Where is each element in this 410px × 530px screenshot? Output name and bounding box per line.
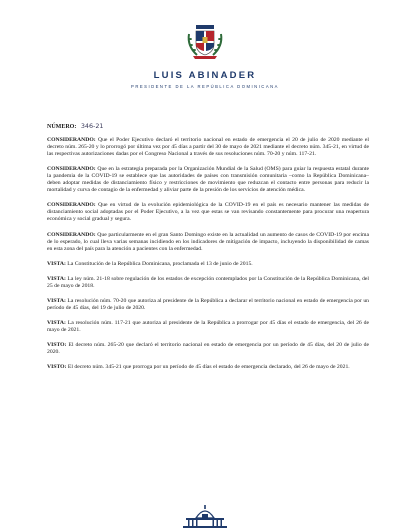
paragraph-keyword: VISTA: [47, 275, 66, 282]
paragraph-keyword: VISTA: [47, 319, 66, 326]
coat-of-arms-icon [183, 22, 227, 62]
paragraph-vista-4 [47, 320, 369, 334]
paragraph-text: El decreto núm. 265-20 que declaró el territorio nacional en estado de emergencia por un período de 45 días, del 20 de julio de 2020. [47, 341, 370, 356]
document-number [47, 123, 369, 131]
paragraph-considerando-2 [47, 166, 369, 194]
paragraph-considerando-3 [47, 202, 369, 223]
paragraph-vista-1 [47, 261, 369, 268]
paragraph-visto-2 [47, 364, 369, 371]
paragraph-text: La ley núm. 21-18 sobre regulación de los estados de excepción contemplados por la Constitución de la República Dominicana, del 25 de mayo de 2018. [47, 275, 369, 289]
paragraph-text: Que particularmente en el gran Santo Domingo existe en la actualidad un aumento de casos de COVID-19 por encima de lo esperado, lo cual lleva varias semanas incidiendo en los indicadores de mitigación de impacto, incluyendo la disponibilidad de camas en esta zona del país para la atención a pacientes con la enfermedad. [47, 231, 370, 252]
number-value: 346-21 [80, 122, 104, 130]
paragraph-keyword: CONSIDERANDO: [47, 202, 96, 209]
paragraph-considerando-1 [47, 137, 369, 158]
paragraph-keyword: VISTA: [47, 260, 66, 267]
paragraph-keyword: VISTA: [47, 297, 66, 304]
paragraph-text: La resolución núm. 117-21 que autoriza al presidente de la República a prorrogar por 45 días el estado de emergencia, del 26 de mayo de 2021. [47, 319, 370, 333]
paragraph-vista-3 [47, 298, 369, 312]
paragraph-keyword: CONSIDERANDO: [47, 231, 96, 238]
president-title: PRESIDENTE DE LA REPÚBLICA DOMINICANA [131, 84, 279, 89]
paragraph-text: Que el Poder Ejecutivo declaró el territorio nacional en estado de emergencia el 20 de julio de 2020 mediante el decreto núm. 265-20 y lo prorrogó por última vez por 45 días a partir del 30 de mayo de 2021 mediante el decreto núm. 345-21, en virtud de las respectivas autorizaciones dadas por el Congreso Nacional a través de sus resoluciones núm. 70-20 y núm. 117-21. [47, 137, 370, 158]
paragraph-keyword: CONSIDERANDO: [47, 166, 96, 173]
paragraph-visto-1 [47, 342, 369, 356]
letterhead [0, 22, 410, 89]
paragraph-text: La resolución núm. 70-20 que autoriza al presidente de la República a declarar el territorio nacional en estado de emergencia por un período de 45 días, del 19 de julio de 2020. [47, 297, 370, 311]
paragraph-considerando-4 [47, 232, 369, 253]
paragraph-keyword: VISTO: [47, 341, 67, 348]
paragraph-text: Que en virtud de la evolución epidemiológica de la COVID-19 en el país es necesario mantener las medidas de distanciamiento social adoptadas por el Poder Ejecutivo, a la vez que estas se van revisando constantemente para procurar una reapertura económica y social gradual y segura. [47, 202, 369, 223]
paragraph-vista-2 [47, 276, 369, 290]
paragraph-text: La Constitución de la República Dominicana, proclamada el 13 de junio de 2015. [67, 260, 253, 267]
paragraph-keyword: VISTO: [47, 364, 67, 371]
palace-emblem-icon [182, 502, 228, 530]
paragraph-text: El decreto núm. 345-21 que prorroga por un período de 45 días el estado de emergencia declarado, del 26 de mayo de 2021. [67, 364, 350, 371]
president-name: LUIS ABINADER [153, 70, 257, 81]
document-body [47, 123, 369, 379]
paragraph-text: Que en la estrategia preparada por la Organización Mundial de la Salud (OMS) para guiar la respuesta estatal durante la pandemia de la COVID-19 se establece que las autoridades de países con transmisión comunitaria –como la República Dominicana– deben adoptar medidas de distanciamiento físico y restricciones de movimiento que reduzcan el contacto entre personas para reducir la mortalidad y curva de contagio de la enfermedad y aliviar parte de la presión de los servicios de atención médica. [47, 166, 370, 194]
paragraph-keyword: CONSIDERANDO: [47, 137, 96, 144]
number-label: NÚMERO: [47, 124, 77, 130]
